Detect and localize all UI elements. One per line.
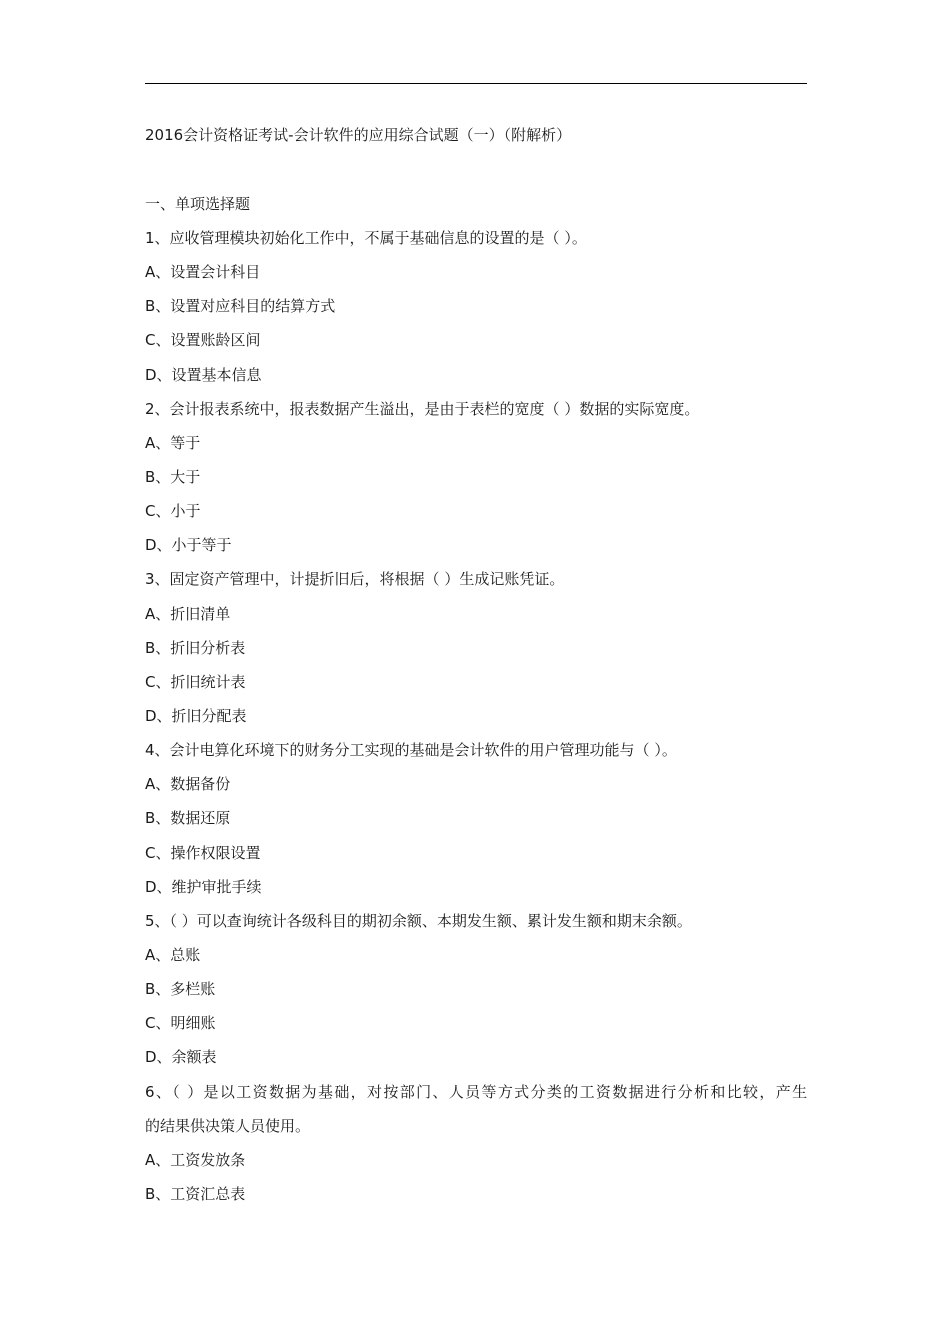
option-4a: A、数据备份 — [145, 775, 231, 794]
question-3: 3、固定资产管理中，计提折旧后，将根据（ ）生成记账凭证。 — [145, 570, 565, 589]
option-2a: A、等于 — [145, 433, 201, 452]
option-1b: B、设置对应科目的结算方式 — [145, 297, 336, 316]
option-1a: A、设置会计科目 — [145, 263, 261, 282]
question-list — [145, 227, 807, 1217]
option-5a: A、总账 — [145, 945, 201, 964]
option-3d: D、折旧分配表 — [145, 706, 247, 725]
question-4: 4、会计电算化环境下的财务分工实现的基础是会计软件的用户管理功能与（ ）。 — [145, 741, 677, 760]
option-1d: D、设置基本信息 — [145, 365, 262, 384]
section-heading: 一、单项选择题 — [145, 195, 251, 213]
question-6-continued: 的结果供决策人员使用。 — [145, 1116, 311, 1135]
option-4c: C、操作权限设置 — [145, 843, 261, 862]
option-3c: C、折旧统计表 — [145, 672, 246, 691]
header-rule — [145, 83, 807, 84]
document-title: 2016会计资格证考试-会计软件的应用综合试题（一）（附解析） — [145, 126, 572, 144]
option-5d: D、余额表 — [145, 1048, 217, 1067]
option-3a: A、折旧清单 — [145, 604, 231, 623]
option-6a: A、工资发放条 — [145, 1150, 246, 1169]
option-5b: B、多栏账 — [145, 980, 216, 999]
option-2d: D、小于等于 — [145, 536, 232, 555]
option-6b: B、工资汇总表 — [145, 1184, 246, 1203]
question-1: 1、应收管理模块初始化工作中，不属于基础信息的设置的是（ ）。 — [145, 229, 587, 247]
option-1c: C、设置账龄区间 — [145, 331, 261, 350]
question-5: 5、（ ）可以查询统计各级科目的期初余额、本期发生额、累计发生额和期末余额。 — [145, 911, 692, 930]
question-2: 2、会计报表系统中，报表数据产生溢出，是由于表栏的宽度（ ）数据的实际宽度。 — [145, 399, 700, 418]
option-4b: B、数据还原 — [145, 809, 231, 828]
option-2c: C、小于 — [145, 502, 201, 521]
option-4d: D、维护审批手续 — [145, 877, 262, 896]
option-2b: B、大于 — [145, 467, 201, 486]
option-3b: B、折旧分析表 — [145, 638, 246, 657]
question-6: 6、（ ）是以工资数据为基础，对按部门、人员等方式分类的工资数据进行分析和比较，产生 — [145, 1082, 807, 1101]
option-5c: C、明细账 — [145, 1014, 216, 1033]
